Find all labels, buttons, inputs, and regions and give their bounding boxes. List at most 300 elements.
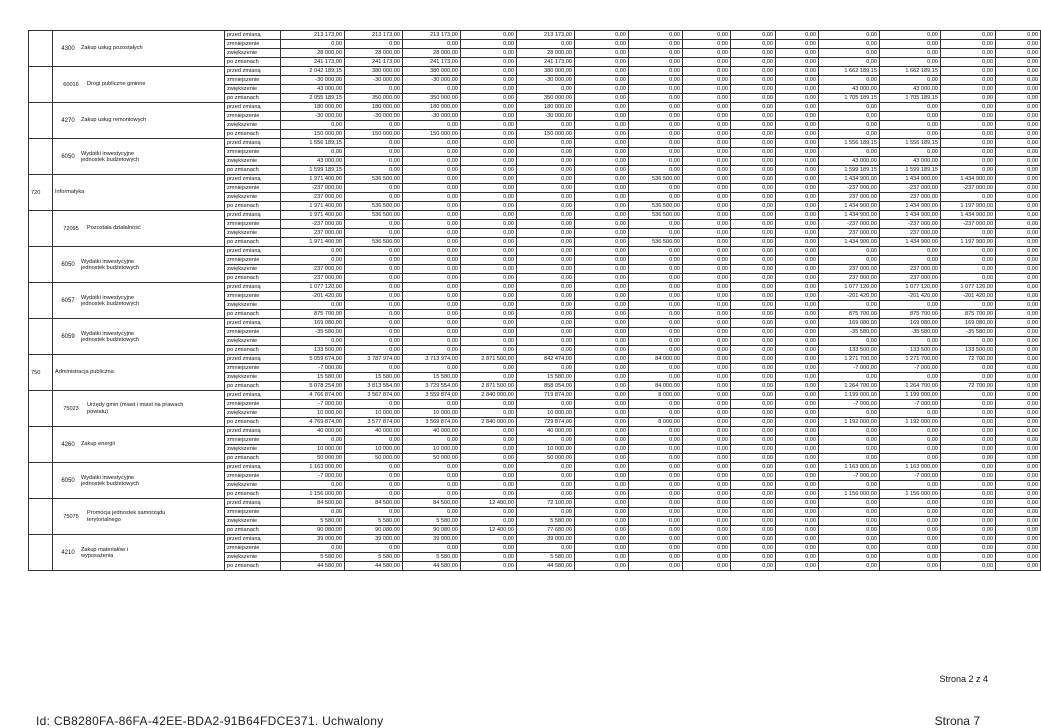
amount-cell: 0,00	[629, 544, 683, 553]
amount-cell: 0,00	[629, 535, 683, 544]
amount-cell: 0,00	[880, 31, 941, 40]
amount-cell: 0,00	[996, 211, 1041, 220]
amount-cell: 0,00	[575, 292, 629, 301]
amount-cell: -7 000,00	[281, 472, 345, 481]
amount-cell: 0,00	[819, 112, 880, 121]
amount-cell: -237 000,00	[941, 220, 996, 229]
amount-cell: 0,00	[776, 220, 819, 229]
amount-cell: 0,00	[996, 355, 1041, 364]
amount-cell: 10 000,00	[517, 409, 575, 418]
amount-cell: 0,00	[941, 418, 996, 427]
change-type-label: przed zmianą	[225, 247, 281, 256]
amount-cell: 1 077 120,00	[819, 283, 880, 292]
amount-cell: 0,00	[461, 490, 517, 499]
amount-cell: 0,00	[403, 220, 461, 229]
change-type-label: przed zmianą	[225, 355, 281, 364]
amount-cell: 0,00	[776, 31, 819, 40]
amount-cell: 0,00	[996, 418, 1041, 427]
amount-cell: 0,00	[996, 310, 1041, 319]
classification-cell	[53, 247, 225, 283]
amount-cell: 0,00	[403, 211, 461, 220]
amount-cell: 0,00	[996, 283, 1041, 292]
amount-cell: 0,00	[996, 157, 1041, 166]
amount-cell: 0,00	[517, 247, 575, 256]
paragraph-code: 6050	[61, 477, 75, 484]
amount-cell: 0,00	[996, 544, 1041, 553]
amount-cell: 84 500,00	[281, 499, 345, 508]
amount-cell: 90 080,00	[281, 526, 345, 535]
amount-cell: 0,00	[776, 238, 819, 247]
amount-cell: 1 434 900,00	[819, 238, 880, 247]
amount-cell: 12 400,00	[461, 499, 517, 508]
amount-cell: 180 000,00	[403, 103, 461, 112]
amount-cell: 0,00	[683, 202, 731, 211]
amount-cell: 5 580,00	[403, 517, 461, 526]
amount-cell: 0,00	[683, 490, 731, 499]
amount-cell: 0,00	[575, 346, 629, 355]
amount-cell: 0,00	[683, 220, 731, 229]
amount-cell: 0,00	[776, 139, 819, 148]
amount-cell: 0,00	[941, 139, 996, 148]
change-type-label: zmniejszenie	[225, 400, 281, 409]
amount-cell: 0,00	[776, 481, 819, 490]
amount-cell: 0,00	[461, 265, 517, 274]
amount-cell: 0,00	[996, 391, 1041, 400]
amount-cell: 50 000,00	[281, 454, 345, 463]
amount-cell: 1 264 700,00	[880, 382, 941, 391]
amount-cell: 0,00	[996, 292, 1041, 301]
amount-cell: 0,00	[575, 319, 629, 328]
amount-cell: 0,00	[683, 292, 731, 301]
amount-cell: 0,00	[776, 85, 819, 94]
amount-cell: 0,00	[575, 175, 629, 184]
change-type-label: zwiększenie	[225, 445, 281, 454]
amount-cell: -7 000,00	[281, 364, 345, 373]
amount-cell: 0,00	[575, 526, 629, 535]
amount-cell: 0,00	[345, 319, 403, 328]
amount-cell: 0,00	[880, 121, 941, 130]
amount-cell: -7 000,00	[819, 364, 880, 373]
change-type-label: zmniejszenie	[225, 436, 281, 445]
amount-cell: 0,00	[403, 337, 461, 346]
amount-cell: 0,00	[461, 346, 517, 355]
amount-cell: 0,00	[461, 400, 517, 409]
paragraph-code: 4260	[61, 441, 75, 448]
amount-cell: 0,00	[345, 463, 403, 472]
amount-cell: 0,00	[683, 58, 731, 67]
amount-cell: 0,00	[683, 517, 731, 526]
amount-cell: 0,00	[517, 508, 575, 517]
amount-cell: 0,00	[683, 76, 731, 85]
amount-cell: 90 080,00	[403, 526, 461, 535]
amount-cell: 0,00	[575, 229, 629, 238]
amount-cell: 0,00	[629, 445, 683, 454]
change-type-label: przed zmianą	[225, 67, 281, 76]
change-type-label: zmniejszenie	[225, 256, 281, 265]
change-type-label: zwiększenie	[225, 337, 281, 346]
amount-cell: 0,00	[683, 166, 731, 175]
amount-cell: 237 000,00	[281, 193, 345, 202]
amount-cell: 0,00	[819, 427, 880, 436]
amount-cell: 0,00	[345, 283, 403, 292]
amount-cell: 72 700,00	[941, 355, 996, 364]
amount-cell: 0,00	[941, 553, 996, 562]
amount-cell: 0,00	[575, 166, 629, 175]
amount-cell: 0,00	[403, 157, 461, 166]
amount-cell: 0,00	[461, 553, 517, 562]
amount-cell: 0,00	[517, 85, 575, 94]
amount-cell: 0,00	[461, 130, 517, 139]
amount-cell: 0,00	[629, 76, 683, 85]
amount-cell: 0,00	[996, 337, 1041, 346]
amount-cell: 0,00	[345, 292, 403, 301]
amount-cell: 133 500,00	[941, 346, 996, 355]
amount-cell: 1 434 900,00	[819, 211, 880, 220]
amount-cell: 5 580,00	[345, 517, 403, 526]
amount-cell: 0,00	[776, 175, 819, 184]
amount-cell: 0,00	[683, 49, 731, 58]
amount-cell: 237 000,00	[880, 274, 941, 283]
amount-cell: 0,00	[461, 103, 517, 112]
classification-cell	[53, 535, 225, 571]
amount-cell: 0,00	[629, 247, 683, 256]
page-footer-number: Strona 7	[934, 714, 980, 728]
amount-cell: 72 100,00	[517, 499, 575, 508]
amount-cell: 0,00	[776, 112, 819, 121]
amount-cell: 84 500,00	[345, 499, 403, 508]
amount-cell: 1 434 900,00	[819, 175, 880, 184]
amount-cell: 0,00	[683, 382, 731, 391]
amount-cell: 0,00	[683, 427, 731, 436]
amount-cell: 1 163 000,00	[880, 463, 941, 472]
amount-cell: 0,00	[683, 184, 731, 193]
amount-cell: 0,00	[461, 49, 517, 58]
amount-cell: 0,00	[731, 418, 776, 427]
amount-cell: 0,00	[345, 220, 403, 229]
amount-cell: 10 000,00	[517, 445, 575, 454]
change-type-label: po zmianach	[225, 490, 281, 499]
amount-cell: 0,00	[461, 373, 517, 382]
amount-cell: 0,00	[517, 220, 575, 229]
amount-cell: 0,00	[403, 238, 461, 247]
amount-cell: 241 173,00	[281, 58, 345, 67]
amount-cell: 0,00	[819, 481, 880, 490]
amount-cell: 0,00	[403, 400, 461, 409]
amount-cell: 0,00	[575, 418, 629, 427]
amount-cell: 0,00	[345, 310, 403, 319]
amount-cell: 0,00	[575, 445, 629, 454]
amount-cell: 0,00	[629, 400, 683, 409]
amount-cell: 169 080,00	[880, 319, 941, 328]
amount-cell: 729 874,00	[517, 418, 575, 427]
amount-cell: 0,00	[683, 211, 731, 220]
section-cell	[29, 31, 53, 67]
amount-cell: 0,00	[683, 319, 731, 328]
amount-cell: 0,00	[461, 508, 517, 517]
amount-cell: 84 500,00	[403, 499, 461, 508]
change-type-label: po zmianach	[225, 310, 281, 319]
amount-cell: 0,00	[683, 463, 731, 472]
paragraph-name: Wydatki inwestycyjne jednostek budżetowych	[81, 474, 140, 487]
amount-cell: 0,00	[941, 256, 996, 265]
amount-cell: 0,00	[731, 274, 776, 283]
amount-cell: 0,00	[629, 301, 683, 310]
amount-cell: 0,00	[575, 364, 629, 373]
amount-cell: 2 042 189,15	[281, 67, 345, 76]
amount-cell: 0,00	[461, 40, 517, 49]
amount-cell: -35 580,00	[941, 328, 996, 337]
amount-cell: 0,00	[629, 319, 683, 328]
amount-cell: 0,00	[517, 193, 575, 202]
amount-cell: 0,00	[575, 382, 629, 391]
amount-cell: 1 197 900,00	[941, 202, 996, 211]
change-type-label: po zmianach	[225, 202, 281, 211]
amount-cell: -30 000,00	[281, 112, 345, 121]
amount-cell: 50 000,00	[403, 454, 461, 463]
amount-cell: 0,00	[517, 544, 575, 553]
amount-cell: 1 264 700,00	[819, 382, 880, 391]
amount-cell: 0,00	[731, 76, 776, 85]
amount-cell: 0,00	[731, 310, 776, 319]
amount-cell: 0,00	[575, 481, 629, 490]
amount-cell: 0,00	[996, 382, 1041, 391]
amount-cell: 0,00	[461, 247, 517, 256]
amount-cell: 0,00	[461, 94, 517, 103]
change-type-label: zwiększenie	[225, 121, 281, 130]
amount-cell: 0,00	[629, 283, 683, 292]
amount-cell: 213 173,00	[517, 31, 575, 40]
change-type-label: zwiększenie	[225, 157, 281, 166]
amount-cell: 0,00	[575, 130, 629, 139]
amount-cell: 0,00	[819, 508, 880, 517]
amount-cell: 0,00	[731, 175, 776, 184]
amount-cell: 0,00	[996, 76, 1041, 85]
amount-cell: 28 000,00	[517, 49, 575, 58]
amount-cell: 0,00	[880, 103, 941, 112]
amount-cell: 0,00	[345, 265, 403, 274]
amount-cell: 0,00	[731, 85, 776, 94]
amount-cell: 3 569 874,00	[403, 418, 461, 427]
amount-cell: 0,00	[776, 535, 819, 544]
amount-cell: 380 000,00	[517, 67, 575, 76]
amount-cell: 0,00	[996, 553, 1041, 562]
amount-cell: 237 000,00	[819, 229, 880, 238]
amount-cell: 0,00	[575, 274, 629, 283]
amount-cell: 0,00	[461, 76, 517, 85]
chapter-name: Pozostała działalność	[87, 224, 141, 231]
amount-cell: 0,00	[683, 121, 731, 130]
amount-cell: 1 971 400,00	[281, 238, 345, 247]
amount-cell: 0,00	[819, 58, 880, 67]
change-type-label: przed zmianą	[225, 139, 281, 148]
amount-cell: 0,00	[731, 292, 776, 301]
section-cell	[29, 247, 53, 283]
amount-cell: 1 662 189,15	[819, 67, 880, 76]
amount-cell: -237 000,00	[819, 184, 880, 193]
amount-cell: -7 000,00	[819, 400, 880, 409]
amount-cell: 0,00	[461, 337, 517, 346]
amount-cell: 0,00	[403, 544, 461, 553]
amount-cell: 0,00	[731, 454, 776, 463]
amount-cell: 842 474,00	[517, 355, 575, 364]
classification-cell	[53, 499, 225, 535]
amount-cell: 0,00	[731, 211, 776, 220]
amount-cell: 0,00	[461, 184, 517, 193]
amount-cell: 0,00	[629, 85, 683, 94]
change-type-label: przed zmianą	[225, 391, 281, 400]
amount-cell: 0,00	[996, 247, 1041, 256]
amount-cell: 0,00	[345, 328, 403, 337]
amount-cell: 237 000,00	[880, 193, 941, 202]
amount-cell: 0,00	[345, 490, 403, 499]
amount-cell: 0,00	[517, 184, 575, 193]
amount-cell: 0,00	[996, 526, 1041, 535]
amount-cell: 0,00	[819, 148, 880, 157]
amount-cell: 0,00	[731, 481, 776, 490]
amount-cell: 237 000,00	[819, 193, 880, 202]
amount-cell: 43 000,00	[819, 85, 880, 94]
amount-cell: 0,00	[996, 436, 1041, 445]
amount-cell: 0,00	[880, 148, 941, 157]
amount-cell: 0,00	[403, 274, 461, 283]
amount-cell: 0,00	[819, 49, 880, 58]
amount-cell: 0,00	[996, 85, 1041, 94]
amount-cell: 0,00	[731, 220, 776, 229]
amount-cell: 0,00	[996, 499, 1041, 508]
amount-cell: 0,00	[629, 265, 683, 274]
change-type-label: zmniejszenie	[225, 76, 281, 85]
amount-cell: 169 080,00	[819, 319, 880, 328]
paragraph-name: Wydatki inwestycyjne jednostek budżetowych	[81, 258, 140, 271]
amount-cell: 15 580,00	[281, 373, 345, 382]
amount-cell: 2 840 000,00	[461, 391, 517, 400]
amount-cell: 1 662 189,15	[880, 67, 941, 76]
amount-cell: 0,00	[683, 373, 731, 382]
amount-cell: 0,00	[996, 193, 1041, 202]
amount-cell: 0,00	[461, 301, 517, 310]
classification-cell	[53, 283, 225, 319]
amount-cell: 0,00	[575, 409, 629, 418]
amount-cell: 0,00	[996, 238, 1041, 247]
amount-cell: 0,00	[996, 166, 1041, 175]
amount-cell: 0,00	[731, 562, 776, 571]
amount-cell: 0,00	[629, 58, 683, 67]
amount-cell: 0,00	[629, 463, 683, 472]
change-type-label: przed zmianą	[225, 427, 281, 436]
amount-cell: 0,00	[575, 139, 629, 148]
amount-cell: 0,00	[996, 202, 1041, 211]
amount-cell: 43 000,00	[281, 157, 345, 166]
amount-cell: 133 500,00	[880, 346, 941, 355]
amount-cell: 0,00	[880, 301, 941, 310]
paragraph-name: Wydatki inwestycyjne jednostek budżetowych	[81, 294, 140, 307]
amount-cell: 0,00	[403, 472, 461, 481]
amount-cell: 0,00	[575, 148, 629, 157]
paragraph-code: 6059	[61, 333, 75, 340]
amount-cell: 1 077 120,00	[281, 283, 345, 292]
amount-cell: 0,00	[683, 409, 731, 418]
amount-cell: 0,00	[403, 319, 461, 328]
amount-cell: 0,00	[731, 166, 776, 175]
amount-cell: 10 000,00	[345, 409, 403, 418]
amount-cell: 44 580,00	[281, 562, 345, 571]
amount-cell: 0,00	[731, 103, 776, 112]
amount-cell: 0,00	[575, 490, 629, 499]
amount-cell: 39 000,00	[403, 535, 461, 544]
amount-cell: 0,00	[461, 166, 517, 175]
change-type-label: zwiększenie	[225, 265, 281, 274]
amount-cell: 0,00	[575, 562, 629, 571]
amount-cell: 0,00	[461, 409, 517, 418]
amount-cell: 0,00	[575, 337, 629, 346]
amount-cell: 0,00	[629, 364, 683, 373]
amount-cell: 0,00	[461, 481, 517, 490]
amount-cell: 0,00	[880, 409, 941, 418]
amount-cell: 0,00	[880, 40, 941, 49]
amount-cell: 0,00	[731, 67, 776, 76]
amount-cell: 0,00	[776, 391, 819, 400]
amount-cell: 0,00	[517, 157, 575, 166]
amount-cell: 1 434 900,00	[880, 211, 941, 220]
amount-cell: 0,00	[776, 508, 819, 517]
amount-cell: 0,00	[517, 436, 575, 445]
chapter-code: 75075	[63, 513, 79, 520]
amount-cell: 180 000,00	[345, 103, 403, 112]
amount-cell: 0,00	[683, 346, 731, 355]
amount-cell: 0,00	[941, 337, 996, 346]
amount-cell: 0,00	[575, 211, 629, 220]
amount-cell: 0,00	[683, 355, 731, 364]
amount-cell: 536 500,00	[629, 238, 683, 247]
amount-cell: 875 700,00	[281, 310, 345, 319]
section-name: Informatyka	[55, 188, 85, 195]
amount-cell: 0,00	[683, 112, 731, 121]
amount-cell: 0,00	[996, 508, 1041, 517]
amount-cell: 0,00	[403, 202, 461, 211]
amount-cell: 0,00	[776, 490, 819, 499]
amount-cell: 0,00	[776, 40, 819, 49]
amount-cell: 0,00	[941, 148, 996, 157]
amount-cell: 169 080,00	[941, 319, 996, 328]
amount-cell: 0,00	[575, 40, 629, 49]
paragraph-name: Zakup usług pozostałych	[81, 45, 143, 52]
amount-cell: 0,00	[941, 229, 996, 238]
amount-cell: 0,00	[517, 328, 575, 337]
amount-cell: 0,00	[683, 337, 731, 346]
amount-cell: 0,00	[941, 49, 996, 58]
amount-cell: 0,00	[683, 508, 731, 517]
amount-cell: 0,00	[819, 373, 880, 382]
amount-cell: 0,00	[345, 247, 403, 256]
amount-cell: -30 000,00	[403, 76, 461, 85]
amount-cell: 0,00	[776, 445, 819, 454]
amount-cell: 10 000,00	[403, 445, 461, 454]
amount-cell: 0,00	[819, 499, 880, 508]
table-row	[29, 463, 1041, 472]
amount-cell: 0,00	[403, 301, 461, 310]
amount-cell: 0,00	[461, 58, 517, 67]
amount-cell: 50 000,00	[345, 454, 403, 463]
amount-cell: 0,00	[575, 247, 629, 256]
amount-cell: 0,00	[281, 301, 345, 310]
table-row	[29, 31, 1041, 40]
amount-cell: 0,00	[683, 301, 731, 310]
amount-cell: 0,00	[996, 121, 1041, 130]
amount-cell: 0,00	[345, 472, 403, 481]
amount-cell: 0,00	[776, 148, 819, 157]
amount-cell: 0,00	[731, 463, 776, 472]
amount-cell: 0,00	[281, 247, 345, 256]
